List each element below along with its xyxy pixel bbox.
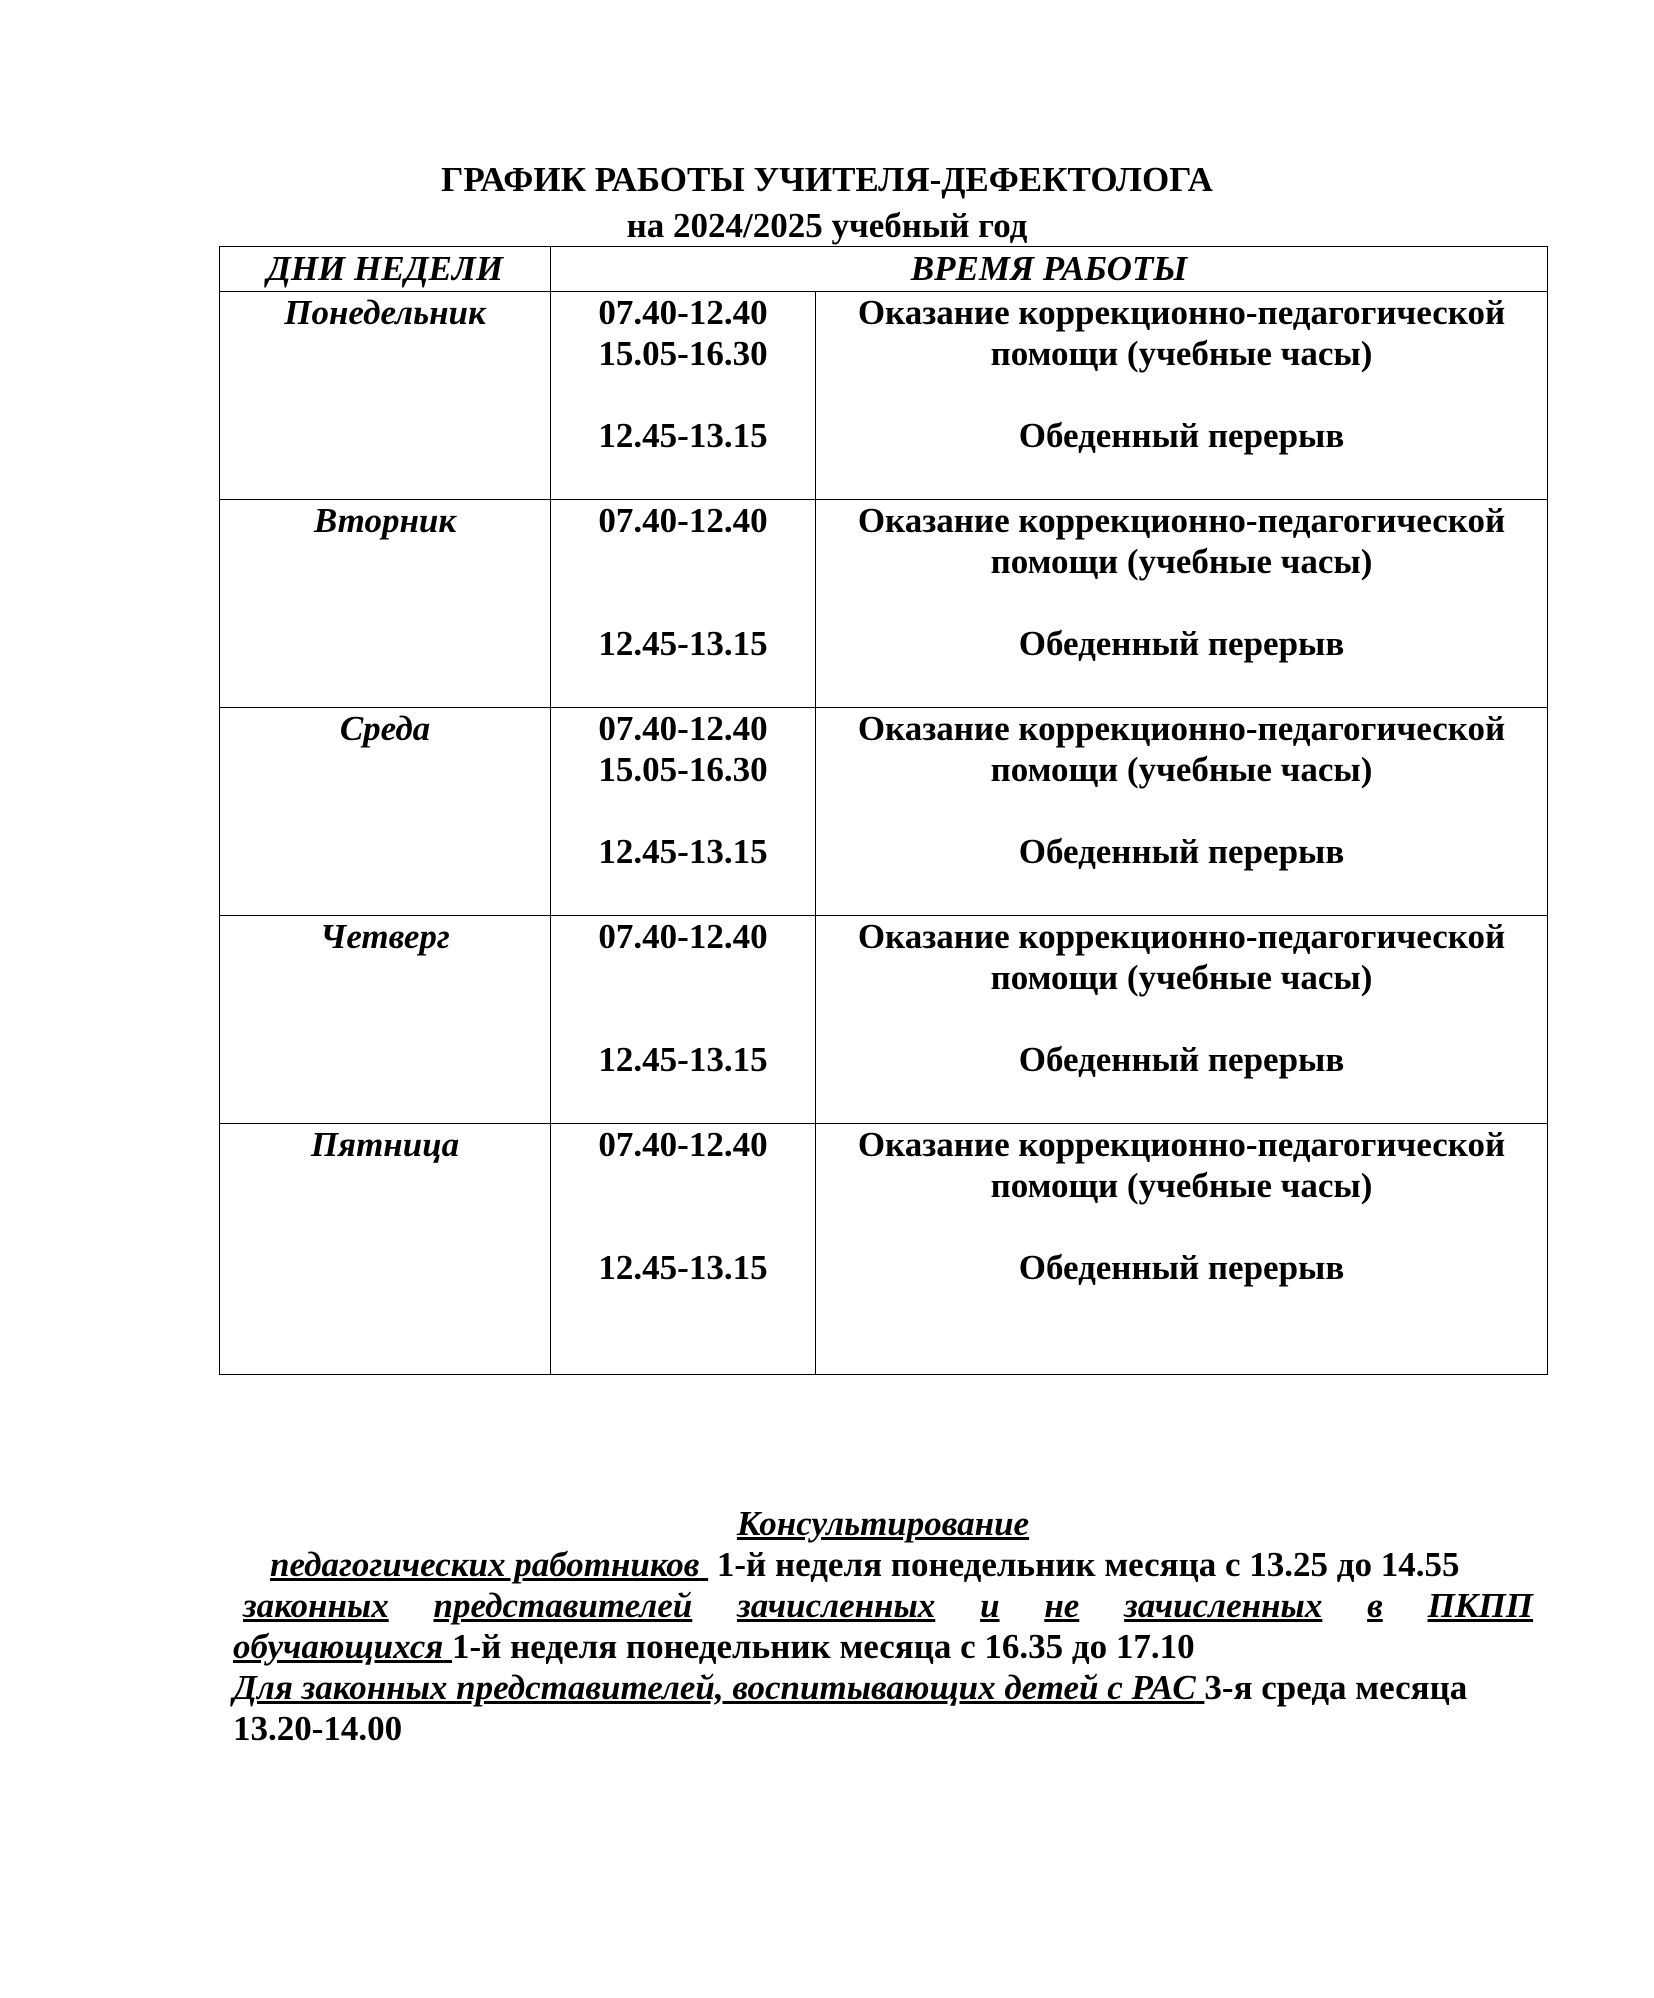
work-time: 07.40-12.40 <box>598 709 768 748</box>
day-cell: Четверг <box>220 916 551 1124</box>
parents-label-word: зачисленных <box>737 1586 936 1625</box>
day-cell: Среда <box>220 708 551 916</box>
parents-label-word: в <box>1367 1586 1383 1625</box>
work-description: помощи (учебные часы) <box>990 1166 1373 1205</box>
description-cell <box>816 708 1548 916</box>
work-description: Оказание коррекционно-педагогической <box>857 501 1506 540</box>
consult-parents-line-2 <box>233 1626 1533 1667</box>
description-cell <box>816 1124 1548 1375</box>
table-row <box>220 916 1548 1124</box>
day-cell: Понедельник <box>220 292 551 500</box>
header-days: ДНИ НЕДЕЛИ <box>220 247 551 292</box>
break-time: 12.45-13.15 <box>598 416 768 455</box>
parents-label-word: законных <box>243 1586 389 1625</box>
teachers-text: 1-й неделя понедельник месяца с 13.25 до 14.55 <box>716 1545 1460 1584</box>
header-time: ВРЕМЯ РАБОТЫ <box>551 247 1548 292</box>
work-time: 07.40-12.40 <box>598 293 768 332</box>
break-time: 12.45-13.15 <box>598 832 768 871</box>
day-cell: Вторник <box>220 500 551 708</box>
day-cell: Пятница <box>220 1124 551 1375</box>
break-description: Обеденный перерыв <box>1018 1040 1345 1079</box>
table-row <box>220 500 1548 708</box>
work-description: Оказание коррекционно-педагогической <box>857 709 1506 748</box>
consult-title <box>233 1503 1533 1544</box>
break-time: 12.45-13.15 <box>598 1040 768 1079</box>
teachers-label: педагогических работников <box>270 1545 700 1584</box>
parents-label-word: представителей <box>433 1586 693 1625</box>
parents-label-word: ПКПП <box>1427 1586 1533 1625</box>
work-description: Оказание коррекционно-педагогической <box>857 1125 1506 1164</box>
work-description: Оказание коррекционно-педагогической <box>857 917 1506 956</box>
description-cell <box>816 500 1548 708</box>
time-cell <box>551 292 816 500</box>
break-description: Обеденный перерыв <box>1018 832 1345 871</box>
consult-title-text: Консультирование <box>736 1504 1030 1543</box>
break-description: Обеденный перерыв <box>1018 416 1345 455</box>
consult-teachers-line <box>270 1544 1570 1585</box>
work-description: помощи (учебные часы) <box>990 334 1373 373</box>
schedule-table <box>219 246 1548 1375</box>
consult-ras-line <box>233 1667 1533 1708</box>
work-time: 07.40-12.40 <box>598 1125 768 1164</box>
work-description: помощи (учебные часы) <box>990 958 1373 997</box>
break-description: Обеденный перерыв <box>1018 624 1345 663</box>
parents-text: 1-й неделя понедельник месяца с 16.35 до 17.10 <box>452 1627 1195 1666</box>
parents-label-word: зачисленных <box>1124 1586 1323 1625</box>
work-time: 15.05-16.30 <box>598 750 768 789</box>
break-time: 12.45-13.15 <box>598 624 768 663</box>
work-description: помощи (учебные часы) <box>990 542 1373 581</box>
parents-label-end: обучающихся <box>233 1627 444 1666</box>
ras-text: 3-я среда месяца <box>1204 1668 1468 1707</box>
ras-label: Для законных представителей, воспитывающих детей с РАС <box>233 1668 1196 1707</box>
time-cell <box>551 708 816 916</box>
table-header-row <box>220 247 1548 292</box>
time-cell <box>551 1124 816 1375</box>
time-cell <box>551 916 816 1124</box>
description-cell <box>816 916 1548 1124</box>
consult-parents-line <box>243 1585 1533 1626</box>
table-row <box>220 708 1548 916</box>
description-cell <box>816 292 1548 500</box>
work-time: 07.40-12.40 <box>598 501 768 540</box>
consult-ras-time: 13.20-14.00 <box>233 1709 403 1748</box>
work-description: Оказание коррекционно-педагогической <box>857 293 1506 332</box>
work-description: помощи (учебные часы) <box>990 750 1373 789</box>
time-cell <box>551 500 816 708</box>
parents-label-word: и <box>980 1586 1000 1625</box>
table-row <box>220 292 1548 500</box>
table-row <box>220 1124 1548 1375</box>
document-title: ГРАФИК РАБОТЫ УЧИТЕЛЯ-ДЕФЕКТОЛОГА <box>441 160 1213 199</box>
document-subtitle: на 2024/2025 учебный год <box>626 206 1028 245</box>
parents-label-word: не <box>1044 1586 1080 1625</box>
work-time: 07.40-12.40 <box>598 917 768 956</box>
break-description: Обеденный перерыв <box>1018 1248 1345 1287</box>
break-time: 12.45-13.15 <box>598 1248 768 1287</box>
work-time: 15.05-16.30 <box>598 334 768 373</box>
